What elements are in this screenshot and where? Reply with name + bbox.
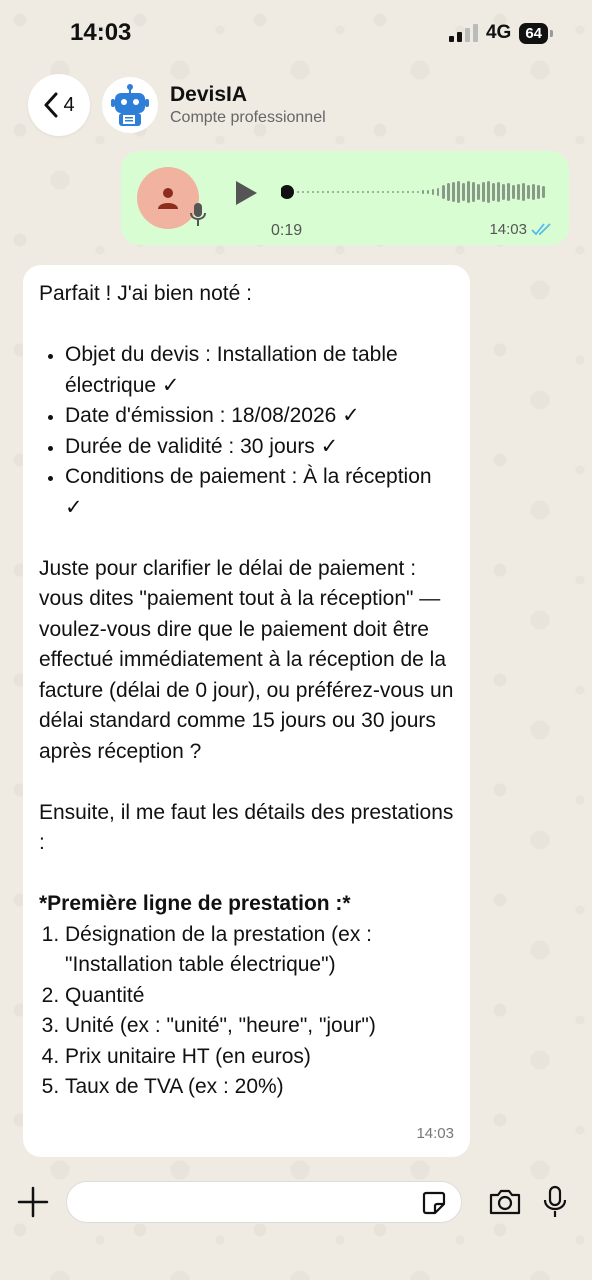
- battery-level: 64: [519, 23, 548, 44]
- plus-icon[interactable]: [16, 1185, 50, 1219]
- contact-avatar[interactable]: [102, 77, 158, 133]
- list-item: 4. Prix unitaire HT (en euros): [65, 1042, 454, 1073]
- sticker-icon[interactable]: [421, 1190, 447, 1216]
- signal-icon: [449, 24, 478, 42]
- robot-icon: [110, 83, 150, 127]
- person-icon: [156, 186, 180, 210]
- home-indicator-area: [0, 1236, 592, 1280]
- chevron-left-icon: [43, 92, 59, 118]
- list-item: • Date d'émission : 18/08/2026 ✓: [65, 401, 454, 432]
- message-time: 14:03: [416, 1124, 454, 1142]
- fields-list: [39, 920, 454, 1103]
- status-bar: [0, 0, 592, 66]
- list-item: • Conditions de paiement : À la réception ✓: [65, 462, 454, 523]
- list-item: • Objet du devis : Installation de table électrique ✓: [65, 340, 454, 401]
- chat-header: [0, 66, 592, 144]
- list-item: 5. Taux de TVA (ex : 20%): [65, 1072, 454, 1103]
- contact-subtitle: Compte professionnel: [170, 109, 326, 126]
- list-item: 1. Désignation de la prestation (ex : "Installation table électrique"): [65, 920, 454, 981]
- contact-info[interactable]: [170, 83, 326, 127]
- camera-icon[interactable]: [488, 1188, 522, 1216]
- composer-bar: [0, 1168, 592, 1236]
- play-icon[interactable]: [233, 179, 259, 207]
- incoming-message-bubble[interactable]: [23, 265, 470, 1157]
- summary-list: [39, 340, 454, 523]
- voice-waveform[interactable]: [281, 177, 549, 207]
- network-type: 4G: [485, 22, 512, 43]
- status-time: 14:03: [70, 19, 132, 46]
- double-check-icon: [531, 221, 553, 237]
- list-item: 3. Unité (ex : "unité", "heure", "jour"): [65, 1011, 454, 1042]
- contact-name: DevisIA: [170, 83, 248, 106]
- status-indicators: [449, 22, 548, 44]
- section-title: *Première ligne de prestation :*: [39, 892, 351, 915]
- list-item: • Durée de validité : 30 jours ✓: [65, 432, 454, 463]
- mic-icon[interactable]: [542, 1185, 568, 1219]
- message-time: 14:03: [489, 221, 527, 238]
- list-item: 2. Quantité: [65, 981, 454, 1012]
- message-input[interactable]: [66, 1181, 462, 1223]
- mic-icon: [189, 201, 207, 229]
- unread-count: 4: [63, 93, 75, 116]
- voice-message-bubble[interactable]: [121, 151, 569, 245]
- voice-duration: 0:19: [271, 222, 303, 239]
- details-intro: Ensuite, il me faut les détails des prestations :: [39, 800, 454, 854]
- back-button[interactable]: [28, 74, 90, 136]
- clarification-text: Juste pour clarifier le délai de paiement : vous dites "paiement tout à la réception" — voulez-vous dire que le paiement doit être effectué immédiatement à la réception de la facture (délai de 0 jour), ou préférez-vous un délai standard comme 15 jours ou 30 jours après réception ?: [39, 556, 454, 763]
- message-intro: Parfait ! J'ai bien noté :: [39, 282, 252, 305]
